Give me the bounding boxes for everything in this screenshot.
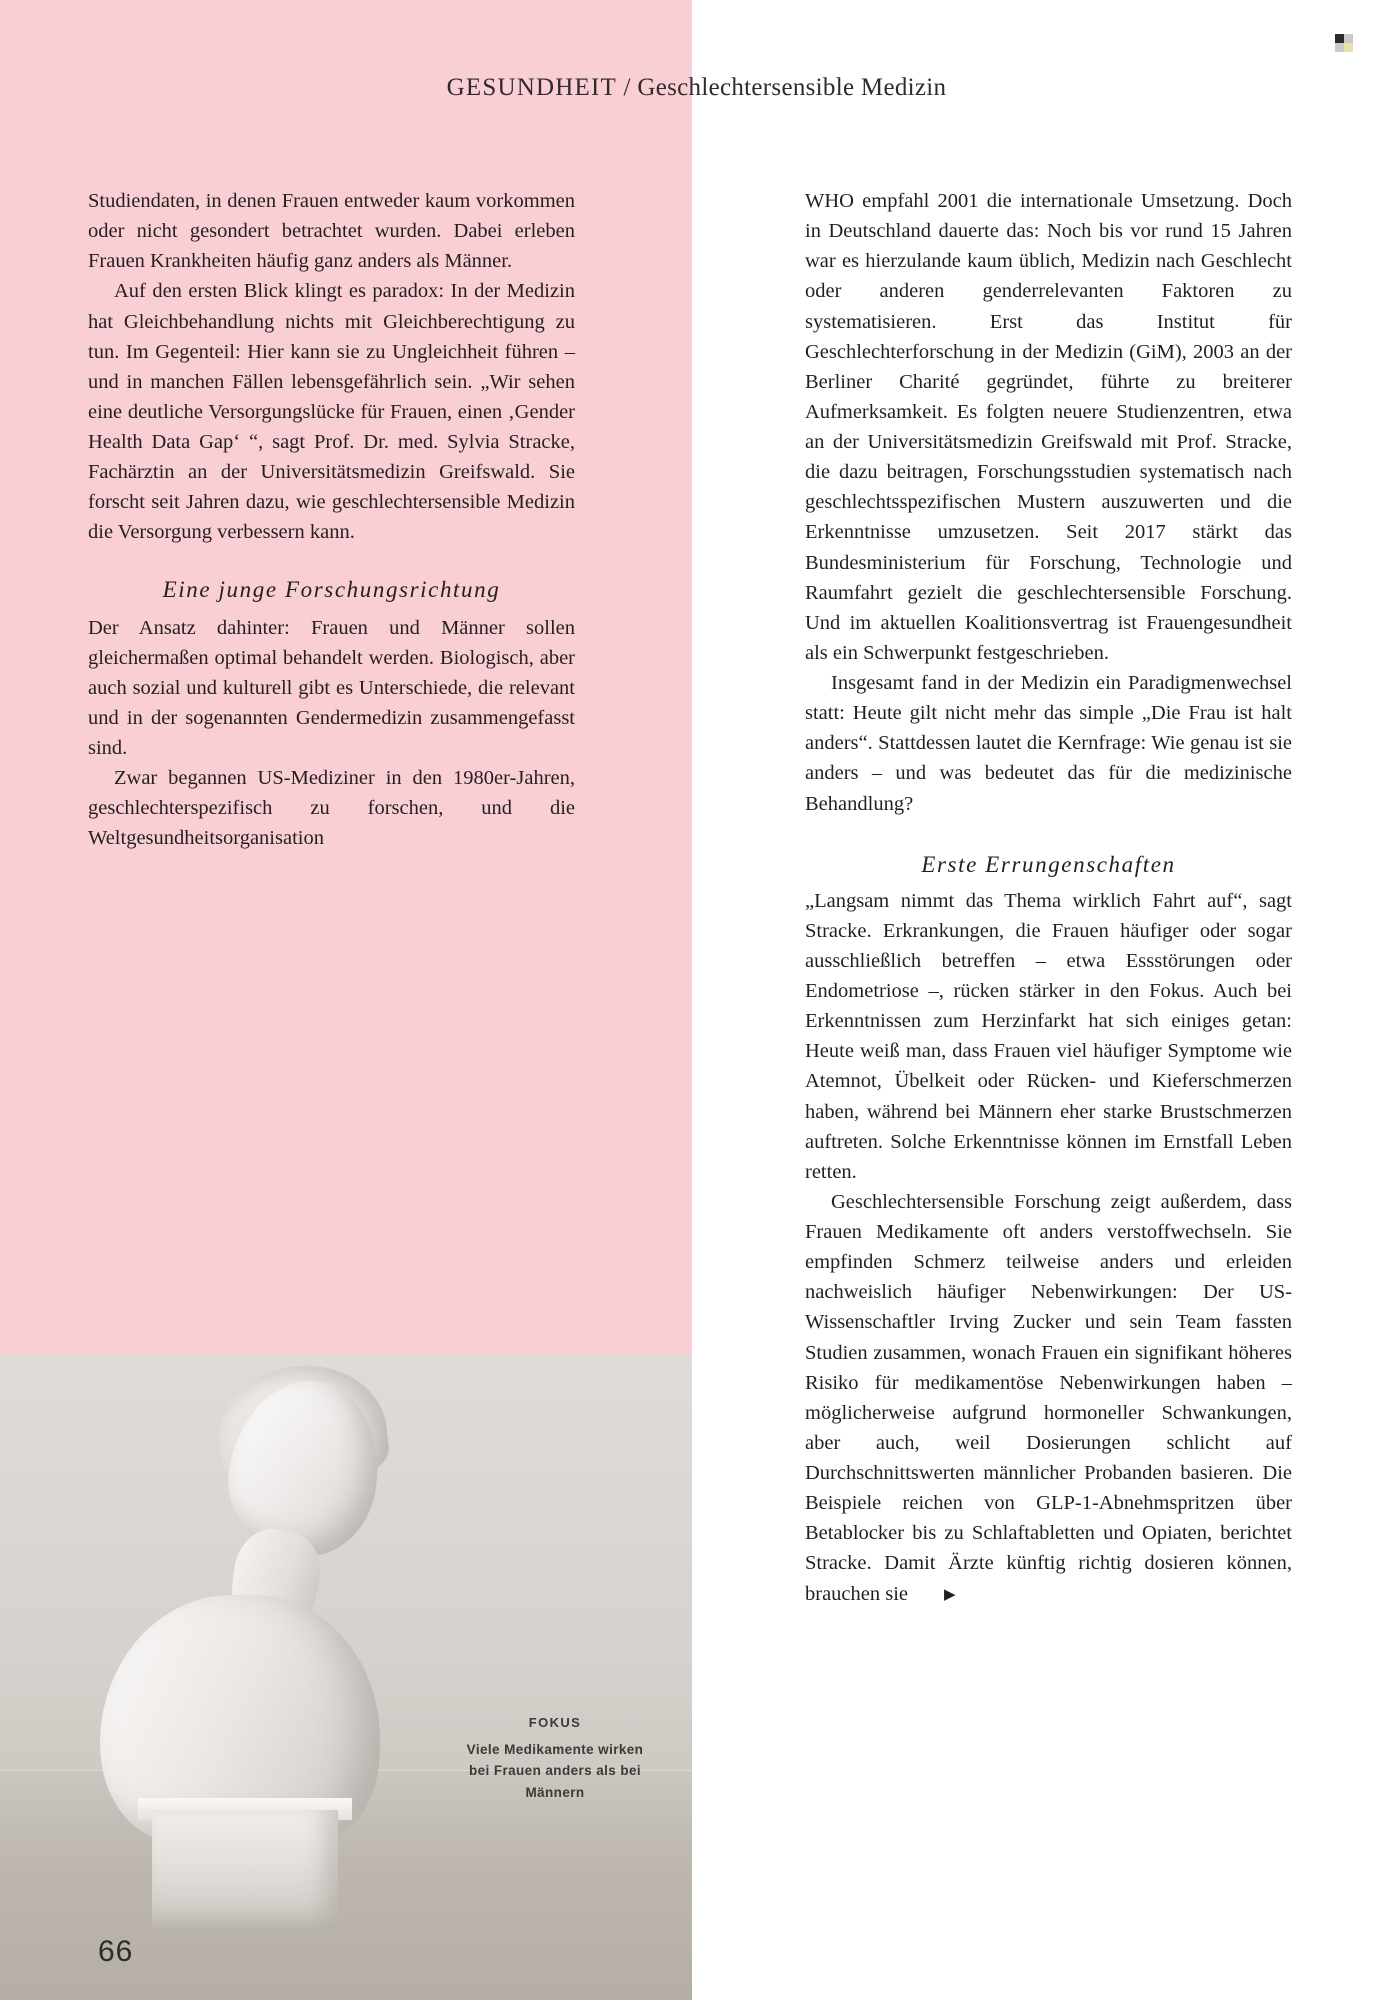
bust-plinth [152, 1810, 338, 1928]
running-head-section: GESUNDHEIT [446, 74, 617, 101]
registration-mark-icon [1335, 34, 1353, 52]
paragraph: Studiendaten, in denen Frauen entweder kaum vorkommen oder nicht gesondert betrachtet wurden. Dabei erleben Frauen Krankheiten häufig ganz anders als Männer. [88, 190, 575, 273]
caption-text: Viele Medikamente wirken bei Frauen anders als bei Männern [466, 1742, 644, 1800]
paragraph-with-continuation [805, 1187, 1292, 1609]
text-column-left [88, 186, 575, 854]
running-head-separator: / [616, 74, 638, 101]
running-head-article: Geschlechtersensible Medizin [637, 74, 947, 101]
marble-bust-sculpture [60, 1380, 420, 1940]
paragraph: WHO empfahl 2001 die internationale Umsetzung. Doch in Deutschland dauerte das: Noch bis vor rund 15 Jahren war es hierzulande kaum üblich, Medizin nach Geschlecht oder anderen genderrelevanten Faktoren zu systematisieren. Erst das Institut für Geschlechterforschung in der Medizin (GiM), 2003 an der Berliner Charité gegründet, führte zu breiterer Aufmerksamkeit. Es folgten neuere Studienzentren, etwa an der Universitätsmedizin Greifswald mit Prof. Stracke, die dazu beitragen, Forschungsstudien systematisch nach geschlechtsspezifischen Mustern auszuwerten und die Erkenntnisse umzusetzen. Seit 2017 stärkt das Bundesministerium für Forschung, Technologie und Raumfahrt gezielt die geschlechtersensible Forschung. Und im aktuellen Koalitionsvertrag ist Frauengesundheit als ein Schwerpunkt festgeschrieben. [805, 190, 1292, 664]
paragraph: Auf den ersten Blick klingt es paradox: In der Medizin hat Gleichbehandlung nichts mit Gleichberechtigung zu tun. Im Gegenteil: Hier kann sie zu Ungleichheit führen – und in manchen Fällen lebensgefährlich sein. „Wir sehen eine deutliche Versorgungslücke für Frauen, einen ‚Gender Health Data Gap‘ “, sagt Prof. Dr. med. Sylvia Stracke, Fachärztin an der Universitätsmedizin Greifswald. Sie forscht seit Jahren dazu, wie geschlechtersensible Medizin die Versorgung verbessern kann. [88, 280, 575, 544]
paragraph: Der Ansatz dahinter: Frauen und Männer sollen gleichermaßen optimal behandelt werden. Biologisch, aber auch sozial und kulturell gibt es Unterschiede, die relevant und in der sogenannten Gendermedizin zusammengefasst sind. [88, 616, 575, 760]
continuation-arrow-icon: ▶ [944, 1586, 956, 1603]
photo-caption [465, 1715, 645, 1803]
paragraph-text: Geschlechtersensible Forschung zeigt außerdem, dass Frauen Medikamente oft anders verstoffwechseln. Sie empfinden Schmerz teilweise anders und erleiden nachweislich häufiger Nebenwirkungen: Der US-Wissenschaftler Irving Zucker und sein Team fassten Studien zusammen, wonach Frauen ein signifikant höheres Risiko für medikamentöse Nebenwirkungen haben – möglicherweise aufgrund hormoneller Schwankungen, aber auch, weil Dosierungen schlicht auf Durchschnittswerten männlicher Probanden basieren. Die Beispiele reichen von GLP-1-Abnehmspritzen über Betablocker bis zu Schlaftabletten und Opiaten, berichtet Stracke. Damit Ärzte künftig richtig dosieren können, brauchen sie [805, 1190, 1292, 1605]
caption-label: FOKUS [528, 1715, 582, 1730]
subheading-left: Eine junge Forschungsrichtung [162, 576, 501, 602]
paragraph: Insgesamt fand in der Medizin ein Paradigmenwechsel statt: Heute gilt nicht mehr das simple „Die Frau ist halt anders“. Stattdessen lautet die Kernfrage: Wie genau ist sie anders – und was bedeutet das für die medizinische Behandlung? [805, 672, 1292, 815]
running-head [0, 74, 1393, 102]
subheading-right: Erste Errungenschaften [921, 851, 1176, 877]
article-photograph [0, 1355, 692, 2000]
paragraph: Zwar begannen US-Mediziner in den 1980er-Jahren, geschlechterspezifisch zu forschen, und die Weltgesundheitsorganisation [88, 767, 575, 850]
page-number: 66 [98, 1935, 134, 1968]
paragraph: „Langsam nimmt das Thema wirklich Fahrt auf“, sagt Stracke. Erkrankungen, die Frauen häufiger oder sogar ausschließlich betreffen – etwa Essstörungen oder Endometriose –, rücken stärker in den Fokus. Auch bei Erkenntnissen zum Herzinfarkt hat sich einiges getan: Heute weiß man, dass Frauen viel häufiger Symptome wie Atemnot, Übelkeit oder Rücken- und Kieferschmerzen haben, während bei Männern eher starke Brustschmerzen auftreten. Solche Erkenntnisse können im Ernstfall Leben retten. [805, 889, 1292, 1183]
text-column-right [805, 186, 1292, 1609]
